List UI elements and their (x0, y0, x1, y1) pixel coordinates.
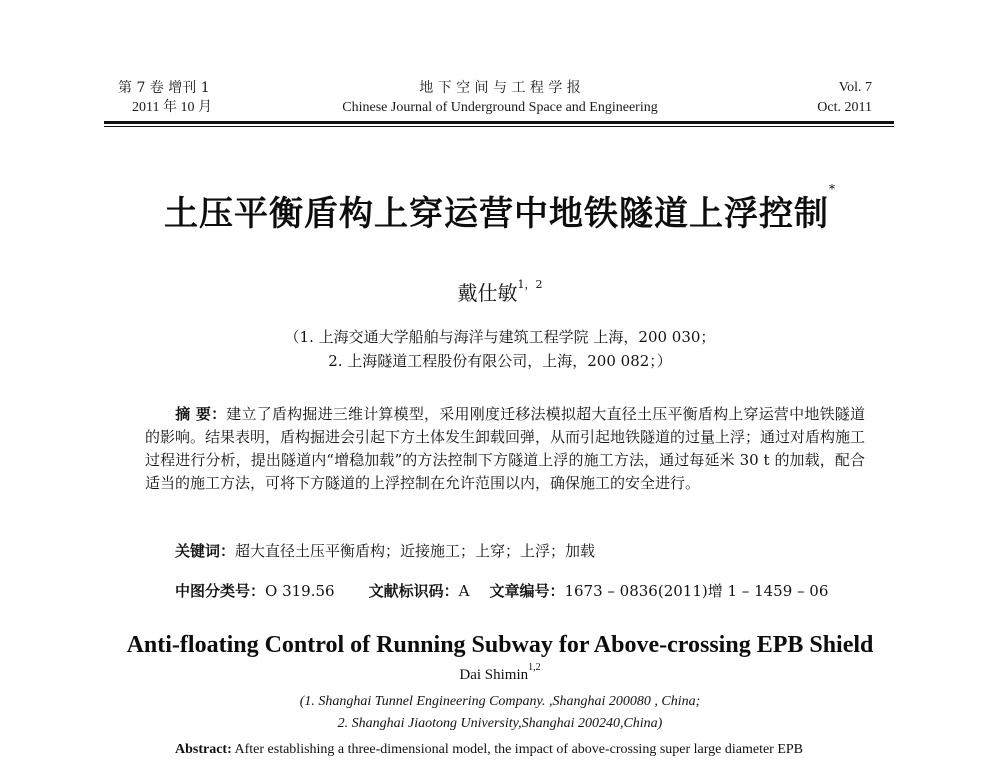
author-cn-name: 戴仕敏 (457, 281, 518, 305)
header-right (817, 78, 872, 118)
affiliation-en-2: 2. Shanghai Jiaotong University,Shanghai 200240,China) (337, 716, 663, 731)
abstract-en (175, 742, 803, 758)
author-en (0, 662, 1000, 684)
keywords-cn-text: 超大直径土压平衡盾构；近接施工；上穿；上浮；加载 (235, 542, 596, 560)
header-rule-thin (104, 126, 894, 127)
header-journal-cn: 地 下 空 间 与 工 程 学 报 (419, 80, 581, 96)
abstract-cn-label: 摘 要： (175, 405, 227, 423)
header-rule-thick (104, 121, 894, 124)
abstract-en-label: Abstract: (175, 742, 232, 757)
doc-code-value: A (458, 582, 470, 600)
keywords-cn (175, 540, 595, 561)
abstract-cn (145, 403, 865, 495)
paper-title-cn-text: 土压平衡盾构上穿运营中地铁隧道上浮控制 (164, 194, 829, 234)
header-date-cn: 2011 年 10 月 (132, 100, 212, 115)
paper-title-en: Anti-floating Control of Running Subway for Above-crossing EPB Shield (126, 632, 874, 658)
author-en-affil-mark: 1,2 (528, 662, 541, 673)
clc-label: 中图分类号： (175, 582, 266, 600)
abstract-cn-text: 建立了盾构掘进三维计算模型，采用刚度迁移法模拟超大直径土压平衡盾构上穿运营中地铁隧道的影响。结果表明，盾构掘进会引起下方土体发生卸载回弹，从而引起地铁隧道的过量上浮；通过对盾构施工过程进行分析，提出隧道内“增稳加载”的方法控制下方隧道上浮的施工方法，通过每延米 30 t 的加载，配合适当的施工方法，可将下方隧道的上浮控制在允许范围以内，确保施工的安全进行。 (145, 405, 866, 492)
article-number-label: 文章编号： (489, 582, 565, 600)
abstract-en-text: After establishing a three-dimensional model, the impact of above-crossing super large diameter EPB (234, 742, 804, 757)
clc-value: O 319.56 (265, 582, 335, 600)
doc-code-label: 文献标识码： (368, 582, 459, 600)
affiliation-cn-2: 2. 上海隧道工程股份有限公司，上海，200 082；） (328, 352, 672, 370)
author-cn-affil-mark: 1，2 (517, 278, 543, 292)
affiliation-en-1: (1. Shanghai Tunnel Engineering Company. ,Shanghai 200080 , China; (299, 694, 701, 709)
affiliation-cn-1: （1. 上海交通大学船舶与海洋与建筑工程学院 上海，200 030； (284, 328, 716, 346)
author-cn (0, 277, 1000, 306)
keywords-cn-label: 关键词： (175, 542, 236, 560)
article-number-value: 1673 – 0836(2011)增 1 – 1459 – 06 (564, 582, 829, 600)
classification-line (175, 580, 828, 601)
header-date-en: Oct. 2011 (817, 100, 872, 115)
paper-title-footnote-mark: * (829, 182, 836, 196)
paper-title-cn (0, 182, 1000, 235)
author-en-name: Dai Shimin (459, 667, 529, 683)
header-volume-en: Vol. 7 (838, 80, 872, 95)
header-journal-en: Chinese Journal of Underground Space and Engineering (342, 100, 658, 115)
header-volume-cn: 第 7 卷 增刊 1 (118, 80, 210, 96)
